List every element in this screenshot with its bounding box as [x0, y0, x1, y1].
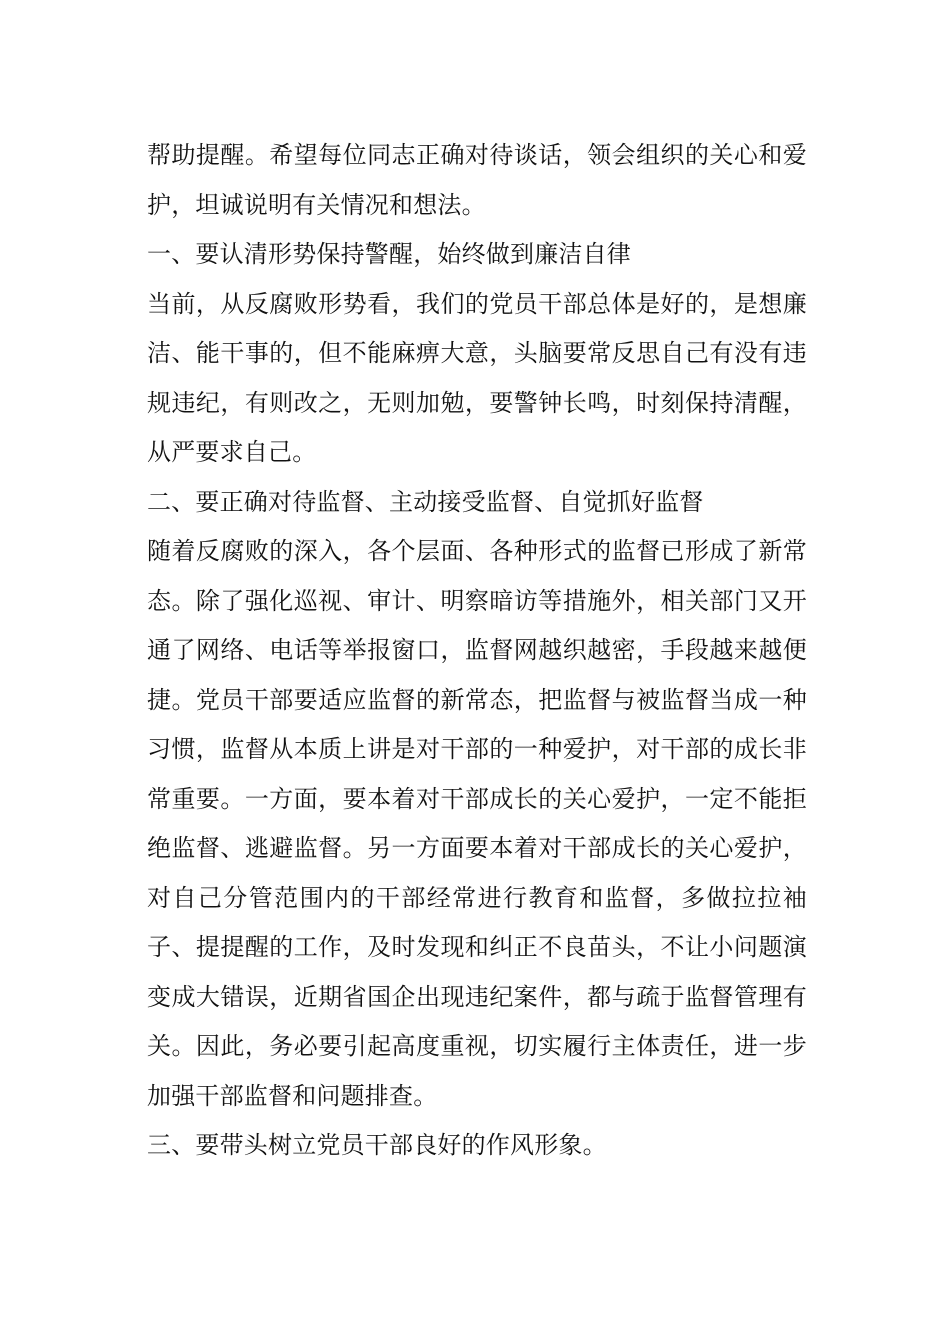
- section-heading-1: 一、要认清形势保持警醒，始终做到廉洁自律: [147, 240, 631, 268]
- document-body: [147, 131, 807, 1171]
- section-heading-3: 三、要带头树立党员干部良好的作风形象。: [147, 1131, 607, 1159]
- paragraph-section-2: 随着反腐败的深入，各个层面、各种形式的监督已形成了新常态。除了强化巡视、审计、明察暗访等措施外，相关部门又开通了网络、电话等举报窗口，监督网越织越密，手段越来越便捷。党员干部要适应监督的新常态，把监督与被监督当成一种习惯，监督从本质上讲是对干部的一种爱护，对干部的成长非常重要。一方面，要本着对干部成长的关心爱护，一定不能拒绝监督、逃避监督。另一方面要本着对干部成长的关心爱护，对自己分管范围内的干部经常进行教育和监督，多做拉拉袖子、提提醒的工作，及时发现和纠正不良苗头，不让小问题演变成大错误，近期省国企出现违纪案件，都与疏于监督管理有关。因此，务必要引起高度重视，切实履行主体责任，进一步加强干部监督和问题排查。: [147, 537, 807, 1110]
- section-heading-2: 二、要正确对待监督、主动接受监督、自觉抓好监督: [147, 487, 704, 516]
- paragraph-intro: 帮助提醒。希望每位同志正确对待谈话，领会组织的关心和爱护，坦诚说明有关情况和想法。: [147, 141, 807, 219]
- paragraph-section-1: 当前，从反腐败形势看，我们的党员干部总体是好的，是想廉洁、能干事的，但不能麻痹大意，头脑要常反思自己有没有违规违纪，有则改之，无则加勉，要警钟长鸣，时刻保持清醒，从严要求自己。: [147, 289, 807, 466]
